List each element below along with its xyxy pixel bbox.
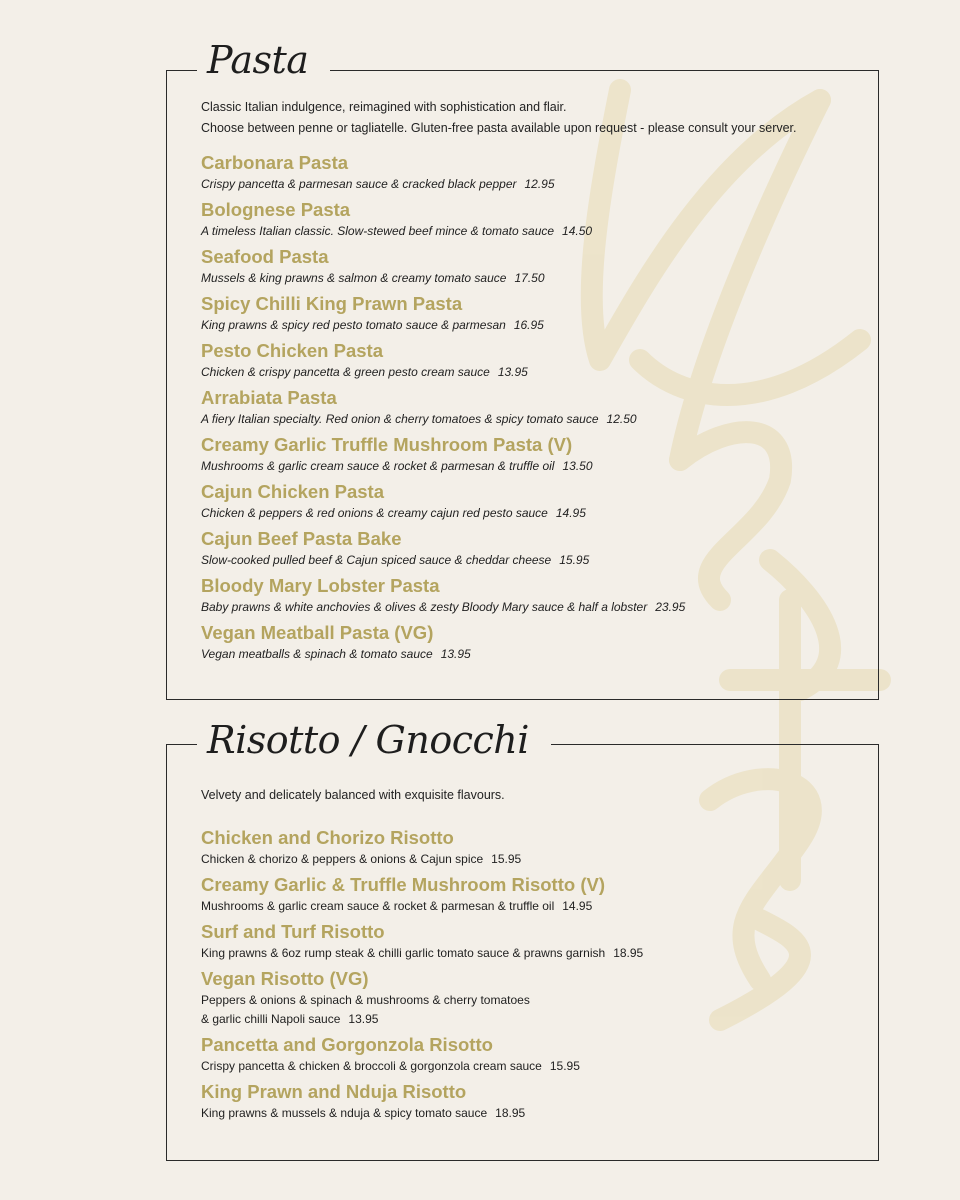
item-price: 18.95 [495,1106,526,1120]
item-description: Mushrooms & garlic cream sauce & rocket & parmesan & truffle oil 13.50 [201,459,593,473]
item-name: Cajun Beef Pasta Bake [201,528,402,549]
pasta-heading: Pasta [197,33,330,87]
item-name: Vegan Risotto (VG) [201,968,369,989]
item-price: 13.50 [562,459,593,473]
menu-item [201,967,858,1029]
risotto-items [201,826,858,1123]
item-description-line-2: & garlic chilli Napoli sauce 13.95 [201,1012,379,1026]
item-price: 12.50 [606,412,637,426]
item-price: 13.95 [440,647,471,661]
item-price: 15.95 [559,553,590,567]
menu-item [201,198,858,241]
item-name: King Prawn and Nduja Risotto [201,1081,467,1102]
menu-item [201,151,858,194]
item-description: Vegan meatballs & spinach & tomato sauce 13.95 [201,647,471,661]
menu-item [201,292,858,335]
item-price: 16.95 [513,318,544,332]
item-name: Bloody Mary Lobster Pasta [201,575,440,596]
item-description: Crispy pancetta & parmesan sauce & cracked black pepper 12.95 [201,177,555,191]
item-description: Chicken & crispy pancetta & green pesto cream sauce 13.95 [201,365,528,379]
item-description: A timeless Italian classic. Slow-stewed beef mince & tomato sauce 14.50 [201,224,593,238]
item-price: 14.95 [555,506,586,520]
item-description: King prawns & 6oz rump steak & chilli garlic tomato sauce & prawns garnish 18.95 [201,946,644,960]
menu-item [201,826,858,869]
menu-item [201,920,858,963]
item-price: 18.95 [613,946,644,960]
item-name: Carbonara Pasta [201,152,349,173]
item-description: Slow-cooked pulled beef & Cajun spiced sauce & cheddar cheese 15.95 [201,553,590,567]
item-description: Crispy pancetta & chicken & broccoli & gorgonzola cream sauce 15.95 [201,1059,580,1073]
item-name: Spicy Chilli King Prawn Pasta [201,293,463,314]
item-price: 17.50 [514,271,545,285]
menu-item [201,527,858,570]
item-name: Creamy Garlic & Truffle Mushroom Risotto (V) [201,874,605,895]
item-description: Chicken & peppers & red onions & creamy cajun red pesto sauce 14.95 [201,506,586,520]
risotto-intro: Velvety and delicately balanced with exquisite flavours. [201,788,505,802]
pasta-section [166,38,879,700]
menu-item [201,433,858,476]
menu-item [201,339,858,382]
item-price: 13.95 [497,365,528,379]
item-description: A fiery Italian specialty. Red onion & cherry tomatoes & spicy tomato sauce 12.50 [201,412,637,426]
item-description: Baby prawns & white anchovies & olives & zesty Bloody Mary sauce & half a lobster 23.95 [201,600,686,614]
item-name: Seafood Pasta [201,246,329,267]
item-price: 14.95 [562,899,593,913]
pasta-items [201,151,858,664]
item-name: Creamy Garlic Truffle Mushroom Pasta (V) [201,434,573,455]
risotto-section [166,718,879,1161]
menu-item [201,245,858,288]
pasta-intro-2: Choose between penne or tagliatelle. Gluten-free pasta available upon request - please consult your server. [201,121,797,135]
item-name: Pancetta and Gorgonzola Risotto [201,1034,493,1055]
risotto-heading: Risotto / Gnocchi [197,713,551,767]
item-description: King prawns & spicy red pesto tomato sauce & parmesan 16.95 [201,318,544,332]
menu-item [201,574,858,617]
item-price: 14.50 [562,224,593,238]
item-name: Arrabiata Pasta [201,387,337,408]
menu-item [201,873,858,916]
item-price: 15.95 [491,852,522,866]
risotto-content [201,785,858,1127]
item-description: Chicken & chorizo & peppers & onions & Cajun spice 15.95 [201,852,522,866]
menu-item [201,1033,858,1076]
item-description: King prawns & mussels & nduja & spicy tomato sauce 18.95 [201,1106,526,1120]
item-description: Mussels & king prawns & salmon & creamy tomato sauce 17.50 [201,271,545,285]
menu-item [201,480,858,523]
item-name: Vegan Meatball Pasta (VG) [201,622,434,643]
pasta-content [201,97,858,668]
item-price: 23.95 [655,600,686,614]
item-name: Cajun Chicken Pasta [201,481,385,502]
item-description: Peppers & onions & spinach & mushrooms & cherry tomatoes [201,993,530,1007]
item-price: 12.95 [524,177,555,191]
item-price: 15.95 [549,1059,580,1073]
menu-item [201,1080,858,1123]
item-description: Mushrooms & garlic cream sauce & rocket & parmesan & truffle oil 14.95 [201,899,593,913]
item-name: Bolognese Pasta [201,199,351,220]
pasta-intro-1: Classic Italian indulgence, reimagined with sophistication and flair. [201,100,567,114]
item-price: 13.95 [348,1012,379,1026]
item-name: Pesto Chicken Pasta [201,340,383,361]
item-name: Chicken and Chorizo Risotto [201,827,454,848]
item-name: Surf and Turf Risotto [201,921,385,942]
menu-item [201,386,858,429]
menu-item [201,621,858,664]
